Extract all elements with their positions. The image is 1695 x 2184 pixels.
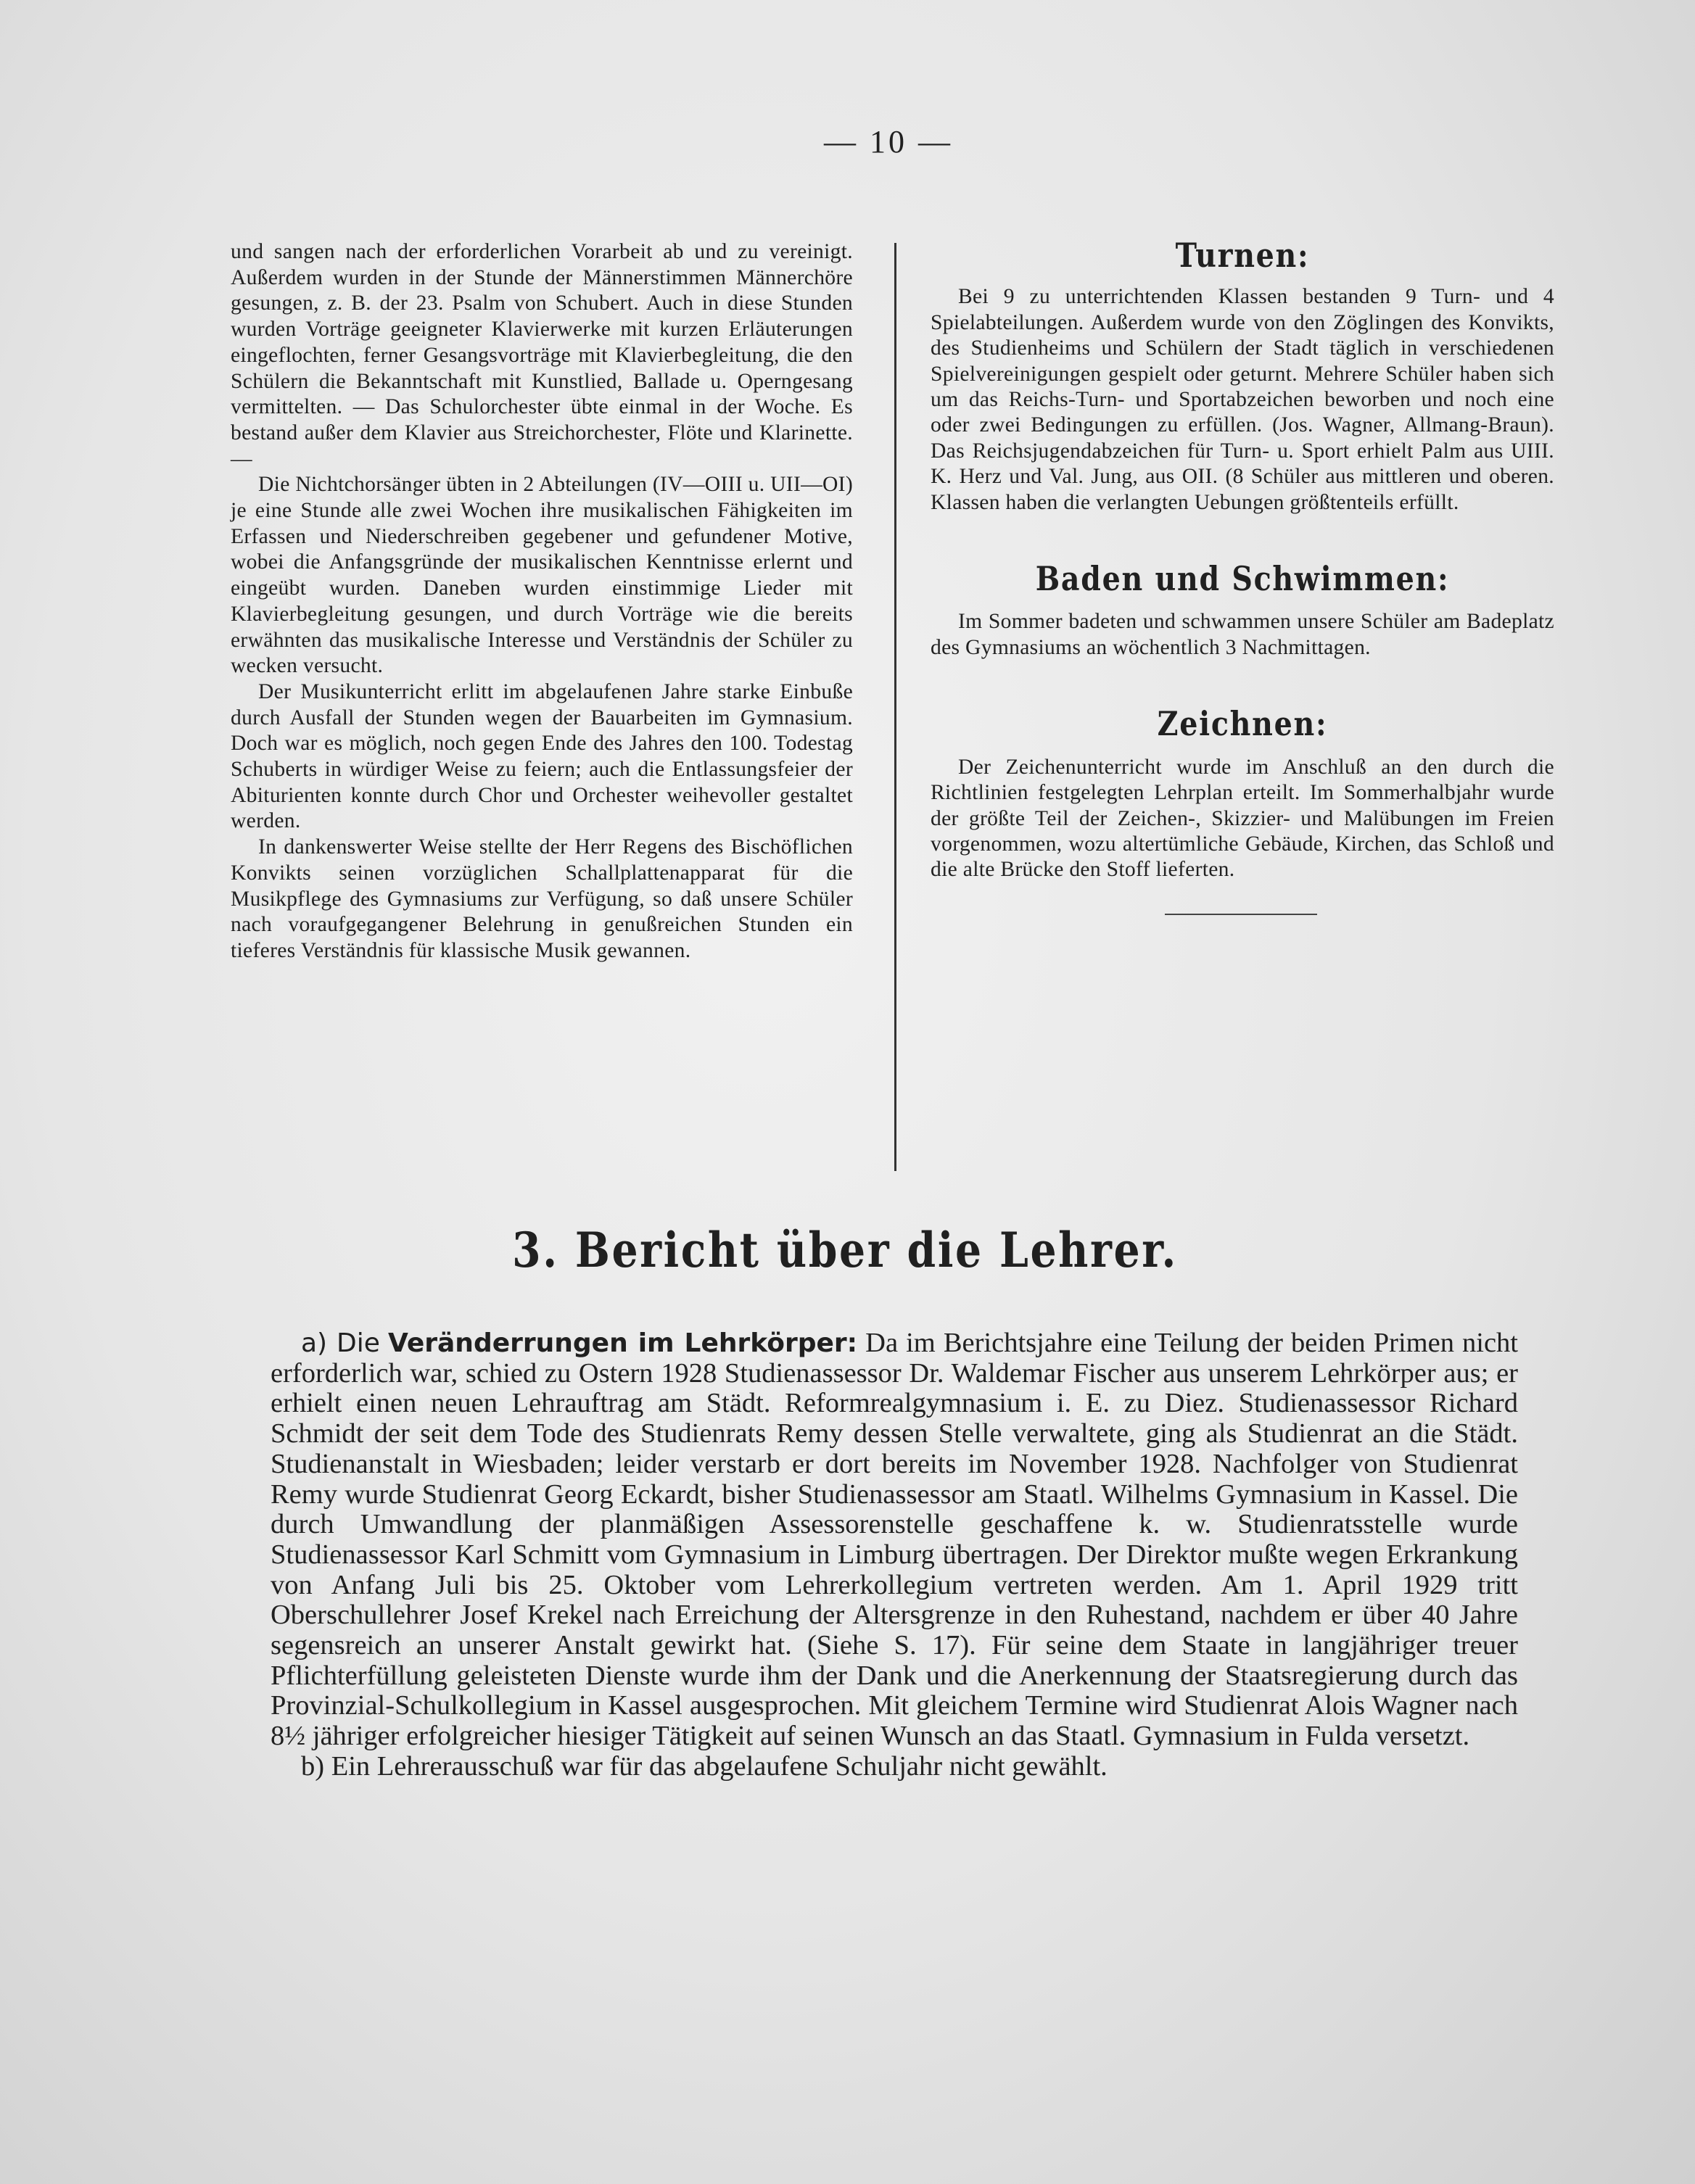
section-title-lehrer: 3. Bericht über die Lehrer. xyxy=(512,1222,1178,1278)
lehrer-report xyxy=(271,1328,1518,1782)
lehrer-paragraph-b: b) Ein Lehrerausschuß war für das abgelaufene Schuljahr nicht gewählt. xyxy=(301,1750,1108,1782)
page-number: — 10 — xyxy=(824,124,953,160)
zeichnen-text: Der Zeichenunterricht wurde im Anschluß an den durch die Richtlinien festgelegten Lehrplan erteilt. Im Sommerhalbjahr wurde der größte Teil der Zeichen-, Skizzier- und Malübungen im Freien vorgenommen, wozu altertümliche Gebäude, Kirchen, das Schloß und die alte Brücke den Stoff lieferten. xyxy=(931,755,1554,882)
paragraph-a-lead: Veränderrungen im Lehrkörper: xyxy=(387,1328,858,1358)
turnen-text: Bei 9 zu unterrichtenden Klassen bestanden 9 Turn- und 4 Spielabteilungen. Außerdem wurde von den Zöglingen des Konvikts, des Studienheims und Schülern der Stadt täglich in verschiedenen Spielvereinigungen gespielt oder geturnt. Mehrere Schüler haben sich um das Reichs-Turn- und Sportabzeichen beworben und noch eine oder zwei Bedingungen zu erfüllen. (Jos. Wagner, Allmang-Braun). Das Reichsjugendabzeichen für Turn- u. Sport erhielt Palm aus UIII. K. Herz und Val. Jung, aus OII. (8 Schüler aus mittleren und oberen. Klassen haben die verlangten Uebungen größtenteils erfüllt. xyxy=(931,285,1554,514)
music-paragraph-3: Der Musikunterricht erlitt im abgelaufenen Jahre starke Einbuße durch Ausfall der Stunden wegen der Bauarbeiten im Gymnasium. Doch war es möglich, noch gegen Ende des Jahres den 100. Todestag Schuberts in würdiger Weise zu feiern; auch die Entlassungsfeier der Abiturienten konnte durch Chor und Orchester weihevoller gestaltet werden. xyxy=(231,679,853,833)
baden-text: Im Sommer badeten und schwammen unsere Schüler am Badeplatz des Gymnasiums an wöchentlich 3 Nachmittagen. xyxy=(931,610,1554,659)
music-paragraph-1: und sangen nach der erforderlichen Vorarbeit ab und zu vereinigt. Außerdem wurden in der Stunde der Männerstimmen Männerchöre gesungen, z. B. der 23. Psalm von Schubert. Auch in diese Stunden wurden Vorträge geeigneter Klavierwerke mit kurzen Erläuterungen eingeflochten, ferner Gesangsvorträge mit Klavierbegleitung, die den Schülern die Bekanntschaft mit Kunstlied, Ballade u. Operngesang vermittelten. — Das Schulorchester übte einmal in der Woche. Es bestand außer dem Klavier aus Streichorchester, Flöte und Klarinette. — xyxy=(231,240,853,471)
right-column xyxy=(931,236,1554,915)
column-divider xyxy=(894,243,896,1171)
paragraph-a-text: Da im Berichtsjahre eine Teilung der beiden Primen nicht erforderlich war, schied zu Ostern 1928 Studienassessor Dr. Waldemar Fischer aus unserem Lehrkörper aus; er erhielt einen neuen Lehrauftrag am Städt. Reformrealgymnasium i. E. zu Diez. Studienassessor Richard Schmidt der seit dem Tode des Studienrats Remy dessen Stelle verwaltete, ging als Studienrat an die Städt. Studienanstalt in Wiesbaden; leider verstarb er dort bereits im November 1928. Nachfolger von Studienrat Remy wurde Studienrat Georg Eckardt, bisher Studienassessor am Staatl. Wilhelms Gymnasium in Kassel. Die durch Umwandlung der planmäßigen Assessorenstelle geschaffene k. w. Studienratsstelle wurde Studienassessor Karl Schmitt vom Gymnasium in Limburg übertragen. Der Direktor mußte wegen Erkrankung von Anfang Juli bis 25. Oktober vom Lehrerkollegium vertreten werden. Am 1. April 1929 tritt Oberschullehrer Josef Krekel nach Erreichung der Altersgrenze in den Ruhestand, nachdem er über 40 Jahre segensreich an unserer Anstalt gewirkt hat. (Siehe S. 17). Für seine dem Staate in langjähriger treuer Pflichterfüllung geleisteten Dienste wurde ihm der Dank und die Anerkennung der Staatsregierung durch das Provinzial-Schulkollegium in Kassel ausgesprochen. Mit gleichem Termine wird Studienrat Alois Wagner nach 8½ jähriger erfolgreicher hiesiger Tätigkeit auf seinen Wunsch an das Staatl. Gymnasium in Fulda versetzt. xyxy=(271,1328,1519,1752)
music-paragraph-2: Die Nichtchorsänger übten in 2 Abteilungen (IV—OIII u. UII—OI) je eine Stunde alle zwei Wochen ihre musikalischen Fähigkeiten im Erfassen und Niederschreiben gegebener und gefundener Motive, wobei die Anfangsgründe der musikalischen Kenntnisse erlernt und eingeübt wurden. Daneben wurden einstimmige Lieder mit Klavierbegleitung gesungen, und durch Vorträge wie die bereits erwähnten das musikalische Interesse und Verständnis der Schüler zu wecken versucht. xyxy=(231,473,853,678)
heading-zeichnen: Zeichnen: xyxy=(1157,704,1328,744)
heading-turnen: Turnen: xyxy=(1175,236,1310,275)
music-paragraph-4: In dankenswerter Weise stellte der Herr Regens des Bischöflichen Konvikts seinen vorzüglichen Schallplattenapparat für die Musikpflege des Gymnasiums zur Verfügung, so daß unsere Schüler nach voraufgegangener Belehrung in genußreichen Stunden ein tieferes Verständnis für klassische Musik gewannen. xyxy=(231,835,853,962)
left-column-music-text xyxy=(231,239,853,964)
lehrer-paragraph-a xyxy=(271,1328,1518,1752)
heading-baden-schwimmen: Baden und Schwimmen: xyxy=(1035,559,1450,599)
paragraph-a-label: a) Die xyxy=(301,1328,380,1358)
section-end-rule xyxy=(1165,914,1317,915)
